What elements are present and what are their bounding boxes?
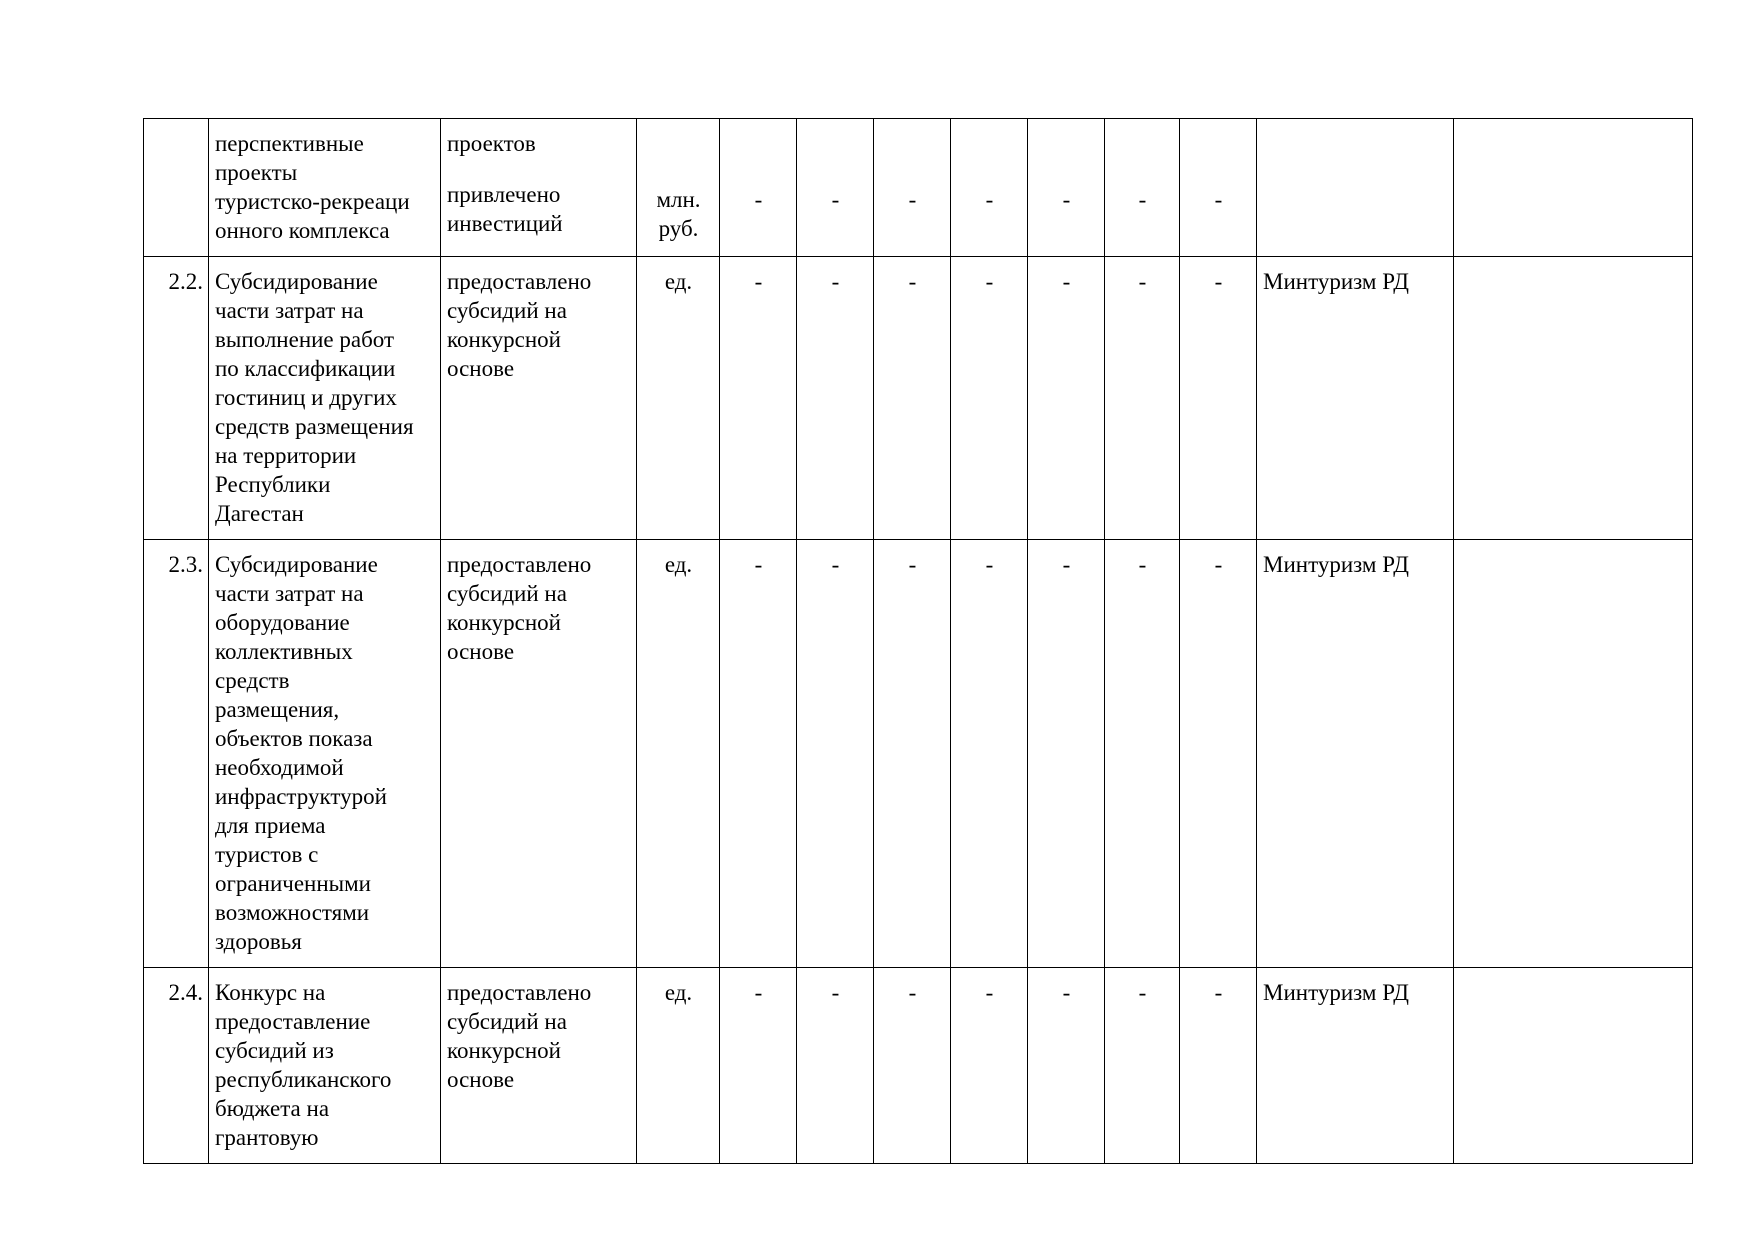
- cell-line: инфраструктурой: [215, 784, 387, 809]
- cell-line: республиканского: [215, 1067, 392, 1092]
- value-cell: -: [1105, 119, 1180, 257]
- cell-line: конкурсной: [447, 327, 561, 352]
- cell-line: бюджета на: [215, 1096, 330, 1121]
- value-cell: -: [1180, 968, 1257, 1164]
- cell-line: оборудование: [215, 610, 350, 635]
- item-number: 2.2.: [144, 257, 209, 540]
- cell-line: конкурсной: [447, 610, 561, 635]
- cell-line: руб.: [658, 216, 699, 241]
- executor: Минтуризм РД: [1257, 257, 1454, 540]
- executor: Минтуризм РД: [1257, 540, 1454, 968]
- cell-line: ограниченными: [215, 871, 371, 896]
- value-cell: -: [951, 257, 1028, 540]
- value-cell: -: [797, 119, 874, 257]
- value-cell: -: [1180, 540, 1257, 968]
- cell-line: Республики: [215, 472, 331, 497]
- value-cell: -: [951, 968, 1028, 1164]
- cell-line: Субсидирование: [215, 552, 378, 577]
- value-cell: -: [1028, 540, 1105, 968]
- cell-line: возможностями: [215, 900, 370, 925]
- cell-line: ед.: [664, 980, 693, 1005]
- cell-line: Субсидирование: [215, 269, 378, 294]
- cell-line: туристско-рекреаци: [215, 189, 410, 214]
- measure-name: [209, 119, 441, 257]
- unit-of-measure: [637, 257, 720, 540]
- cell-line: для приема: [215, 813, 326, 838]
- cell-line: предоставлено: [447, 269, 592, 294]
- cell-line: млн.: [656, 187, 701, 212]
- item-number: [144, 119, 209, 257]
- cell-line: средств: [215, 668, 290, 693]
- table-row: [144, 119, 1693, 257]
- note-cell: [1454, 540, 1693, 968]
- cell-line: Конкурс на: [215, 980, 326, 1005]
- value-cell: -: [1105, 540, 1180, 968]
- cell-line: субсидий из: [215, 1038, 334, 1063]
- value-cell: -: [720, 540, 797, 968]
- cell-line: основе: [447, 639, 515, 664]
- value-cell: -: [1180, 119, 1257, 257]
- cell-line: ед.: [664, 552, 693, 577]
- cell-line: субсидий на: [447, 298, 567, 323]
- value-cell: -: [874, 540, 951, 968]
- cell-line: основе: [447, 1067, 515, 1092]
- note-cell: [1454, 119, 1693, 257]
- cell-line: здоровья: [215, 929, 302, 954]
- cell-line: предоставлено: [447, 980, 592, 1005]
- value-cell: -: [1180, 257, 1257, 540]
- cell-line: проекты: [215, 160, 298, 185]
- cell-line: предоставлено: [447, 552, 592, 577]
- executor: [1257, 119, 1454, 257]
- measure-name: [209, 540, 441, 968]
- value-cell: -: [720, 257, 797, 540]
- cell-line: конкурсной: [447, 1038, 561, 1063]
- value-cell: -: [720, 968, 797, 1164]
- cell-line: основе: [447, 356, 515, 381]
- value-cell: -: [720, 119, 797, 257]
- value-cell: -: [874, 968, 951, 1164]
- value-cell: -: [874, 257, 951, 540]
- value-cell: -: [951, 119, 1028, 257]
- value-cell: -: [1105, 968, 1180, 1164]
- value-cell: -: [1028, 968, 1105, 1164]
- cell-line: перспективные: [215, 131, 364, 156]
- measure-name: [209, 968, 441, 1164]
- cell-line: проектов: [447, 131, 536, 156]
- cell-line: онного комплекса: [215, 218, 390, 243]
- cell-line: гостиниц и других: [215, 385, 397, 410]
- cell-line: субсидий на: [447, 581, 567, 606]
- table-row: [144, 968, 1693, 1164]
- value-cell: -: [797, 257, 874, 540]
- value-cell: -: [951, 540, 1028, 968]
- unit-of-measure: [637, 968, 720, 1164]
- value-cell: -: [1105, 257, 1180, 540]
- cell-line: предоставление: [215, 1009, 371, 1034]
- cell-line: туристов с: [215, 842, 319, 867]
- spacer: [447, 158, 631, 180]
- note-cell: [1454, 968, 1693, 1164]
- indicator-name: [441, 119, 637, 257]
- table-row: [144, 257, 1693, 540]
- cell-line: на территории: [215, 443, 357, 468]
- value-cell: -: [1028, 119, 1105, 257]
- item-number: 2.3.: [144, 540, 209, 968]
- table-row: [144, 540, 1693, 968]
- cell-line: части затрат на: [215, 298, 364, 323]
- cell-line: субсидий на: [447, 1009, 567, 1034]
- value-cell: -: [874, 119, 951, 257]
- unit-of-measure: [637, 119, 720, 257]
- indicator-name: [441, 257, 637, 540]
- cell-line: необходимой: [215, 755, 344, 780]
- cell-line: коллективных: [215, 639, 353, 664]
- program-table: [143, 118, 1693, 1164]
- cell-line: ед.: [664, 269, 693, 294]
- cell-line: грантовую: [215, 1125, 319, 1150]
- indicator-name: [441, 968, 637, 1164]
- cell-line: выполнение работ: [215, 327, 395, 352]
- table-body: [144, 119, 1693, 1164]
- cell-line: объектов показа: [215, 726, 373, 751]
- indicator-name: [441, 540, 637, 968]
- cell-line: размещения,: [215, 697, 340, 722]
- item-number: 2.4.: [144, 968, 209, 1164]
- value-cell: -: [797, 540, 874, 968]
- cell-line: инвестиций: [447, 211, 563, 236]
- cell-line: части затрат на: [215, 581, 364, 606]
- cell-line: средств размещения: [215, 414, 414, 439]
- cell-line: по классификации: [215, 356, 396, 381]
- note-cell: [1454, 257, 1693, 540]
- unit-of-measure: [637, 540, 720, 968]
- measure-name: [209, 257, 441, 540]
- executor: Минтуризм РД: [1257, 968, 1454, 1164]
- value-cell: -: [797, 968, 874, 1164]
- value-cell: -: [1028, 257, 1105, 540]
- cell-line: Дагестан: [215, 501, 304, 526]
- cell-line: привлечено: [447, 182, 561, 207]
